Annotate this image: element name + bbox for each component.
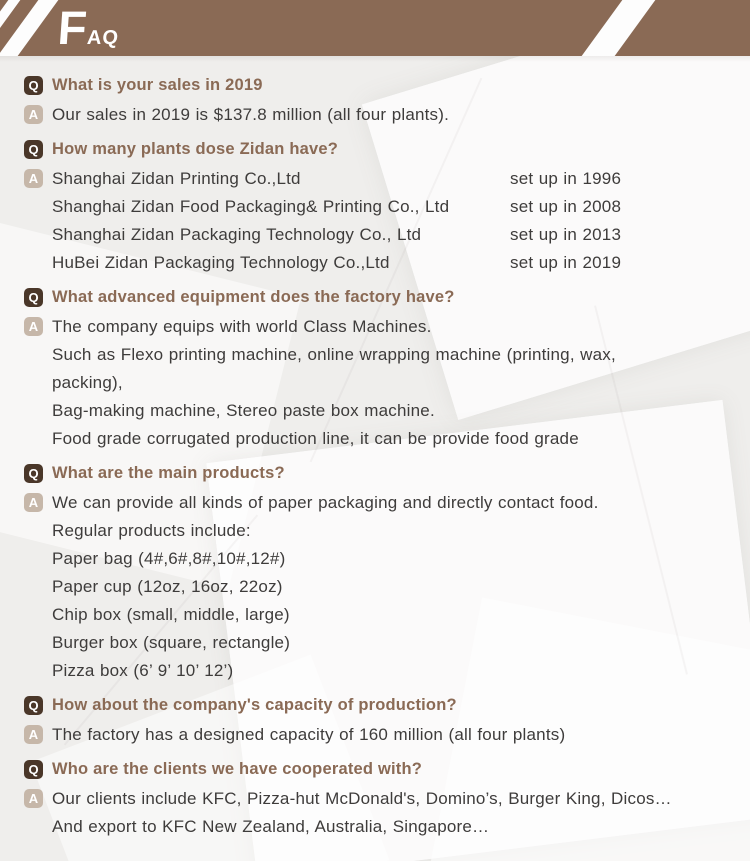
faq-title [56, 2, 121, 54]
plant-setup-date: set up in 2013 [510, 225, 622, 244]
q-badge: Q [24, 76, 43, 95]
a-badge: A [24, 493, 43, 512]
answer-lines [52, 785, 672, 841]
answer-line: Such as Flexo printing machine, online wrapping machine (printing, wax, [52, 345, 616, 364]
banner-shadow [0, 56, 750, 62]
faq-section [24, 464, 730, 685]
answer-row [24, 101, 730, 129]
question-row [24, 76, 730, 95]
answer-line: Food grade corrugated production line, it can be provide food grade [52, 429, 579, 448]
answer-row [24, 165, 730, 277]
a-badge: A [24, 725, 43, 744]
faq-banner [0, 0, 750, 56]
answer-line: Bag-making machine, Stereo paste box machine. [52, 401, 435, 420]
answer-line: Burger box (square, rectangle) [52, 633, 291, 652]
answer-line: And export to KFC New Zealand, Australia, Singapore… [52, 817, 490, 836]
plant-name: HuBei Zidan Packaging Technology Co.,Ltd [52, 253, 390, 272]
answer-lines [52, 101, 449, 129]
question-text: How about the company's capacity of production? [52, 696, 457, 714]
question-text: What are the main products? [52, 464, 285, 482]
faq-section [24, 760, 730, 841]
answer-line: packing), [52, 373, 123, 392]
q-badge: Q [24, 464, 43, 483]
question-row [24, 464, 730, 483]
faq-section [24, 696, 730, 749]
faq-list [0, 62, 750, 841]
q-badge: Q [24, 288, 43, 307]
answer-line: The company equips with world Class Machines. [52, 317, 432, 336]
answer-row [24, 721, 730, 749]
faq-section [24, 76, 730, 129]
faq-section [24, 288, 730, 453]
question-row [24, 140, 730, 159]
answer-row [24, 785, 730, 841]
answer-line: Paper cup (12oz, 16oz, 22oz) [52, 577, 283, 596]
banner-stripe-right [574, 0, 662, 56]
answer-lines [52, 165, 621, 277]
a-badge: A [24, 789, 43, 808]
answer-line: Chip box (small, middle, large) [52, 605, 290, 624]
question-text: What is your sales in 2019 [52, 76, 263, 94]
answer-row [24, 489, 730, 685]
answer-line: The factory has a designed capacity of 160 million (all four plants) [52, 725, 566, 744]
a-badge: A [24, 317, 43, 336]
faq-section [24, 140, 730, 277]
q-badge: Q [24, 760, 43, 779]
answer-row [24, 313, 730, 453]
faq-title-rest: AQ [86, 27, 120, 49]
answer-lines [52, 313, 616, 453]
plant-name: Shanghai Zidan Food Packaging& Printing Co., Ltd [52, 197, 450, 216]
answer-line: Paper bag (4#,6#,8#,10#,12#) [52, 549, 286, 568]
plant-setup-date: set up in 2019 [510, 253, 622, 272]
question-row [24, 760, 730, 779]
faq-title-initial: F [56, 1, 90, 54]
plant-name: Shanghai Zidan Packaging Technology Co., Ltd [52, 225, 422, 244]
answer-line: Our clients include KFC, Pizza-hut McDonald's, Domino’s, Burger King, Dicos… [52, 789, 672, 808]
plant-setup-date: set up in 1996 [510, 169, 622, 188]
answer-lines [52, 721, 565, 749]
a-badge: A [24, 105, 43, 124]
answer-line: Pizza box (6’ 9’ 10’ 12’) [52, 661, 234, 680]
question-text: What advanced equipment does the factory have? [52, 288, 455, 306]
plant-row [52, 221, 621, 249]
question-row [24, 288, 730, 307]
q-badge: Q [24, 696, 43, 715]
question-text: How many plants dose Zidan have? [52, 140, 339, 158]
q-badge: Q [24, 140, 43, 159]
plant-row [52, 249, 621, 277]
plant-row [52, 165, 621, 193]
plant-setup-date: set up in 2008 [510, 197, 622, 216]
question-text: Who are the clients we have cooperated with? [52, 760, 423, 778]
question-row [24, 696, 730, 715]
plant-row [52, 193, 621, 221]
answer-lines [52, 489, 599, 685]
plant-name: Shanghai Zidan Printing Co.,Ltd [52, 169, 301, 188]
answer-line: Our sales in 2019 is $137.8 million (all four plants). [52, 105, 450, 124]
answer-line: Regular products include: [52, 521, 251, 540]
a-badge: A [24, 169, 43, 188]
answer-line: We can provide all kinds of paper packaging and directly contact food. [52, 493, 599, 512]
